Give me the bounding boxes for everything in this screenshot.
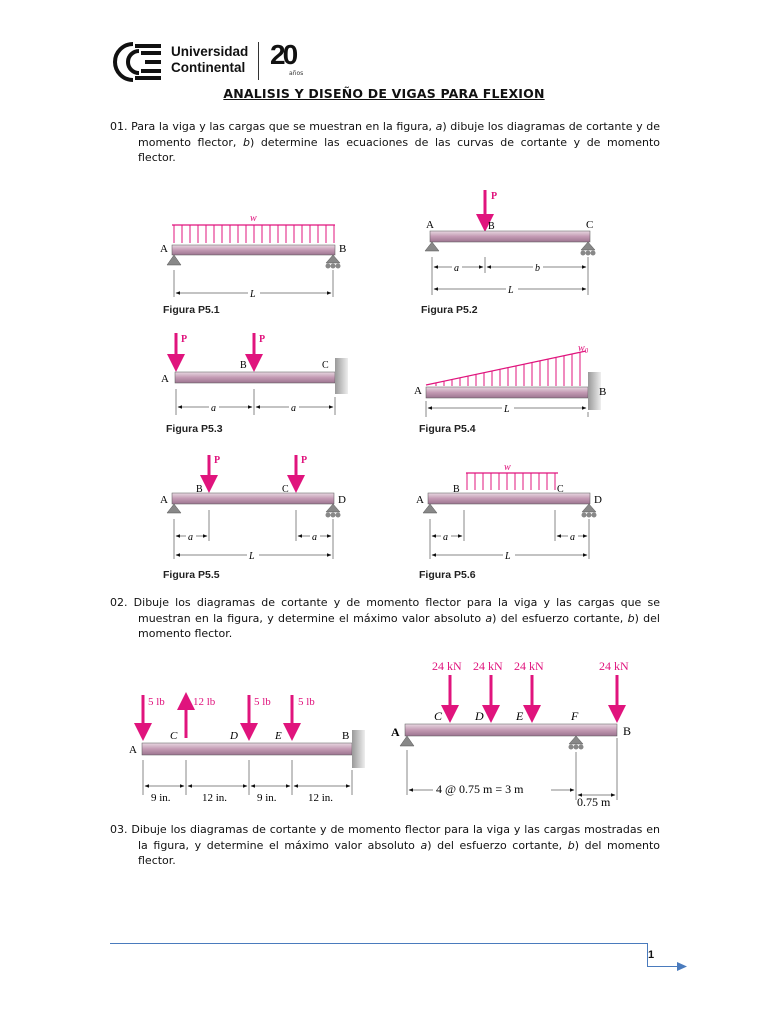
load-label: w <box>250 213 257 224</box>
dim-label-l: L <box>505 551 511 562</box>
university-logo-icon <box>105 42 161 82</box>
load-subscript: 0 <box>584 347 589 355</box>
point-label-a: A <box>160 494 168 506</box>
problem-text: ) del esfuerzo cortante, <box>427 838 568 852</box>
figure-p5-2 <box>425 190 596 296</box>
caption-p5-2: Figura P5.2 <box>421 304 478 316</box>
dim-label-a: a <box>211 403 216 414</box>
caption-p5-3: Figura P5.3 <box>166 423 223 435</box>
page-number: 1 <box>648 949 655 961</box>
problem-text: Dibuje los diagramas de cortante y de momento flector para la viga y las cargas mostradas en la figura, y determine el máximo valor absoluto <box>127 823 660 852</box>
part-b: b <box>627 611 635 625</box>
load-label: 12 lb <box>193 696 216 708</box>
logo-line-1: Universidad <box>171 44 249 59</box>
point-label-b: B <box>196 484 203 495</box>
load-label: P <box>301 455 308 466</box>
figure-p5-3 <box>161 333 348 415</box>
point-label-b: B <box>488 221 495 232</box>
point-label-b: B <box>240 360 247 371</box>
problem-01 <box>110 119 660 166</box>
figures-problem-02 <box>120 650 650 810</box>
load-label: P <box>181 334 188 345</box>
problem-text: ) del momento flector. <box>138 838 660 867</box>
load-label: 24 kN <box>599 659 629 673</box>
load-label: P <box>259 334 266 345</box>
dim-label: 12 in. <box>308 792 334 804</box>
problem-text: ) del momento flector. <box>138 611 660 640</box>
dim-label: 9 in. <box>257 792 277 804</box>
dim-label-a: a <box>454 263 459 274</box>
dim-label-l: L <box>508 285 514 296</box>
load-label: 24 kN <box>432 659 462 673</box>
part-a: a <box>420 838 428 852</box>
problem-text: Dibuje los diagramas de cortante y de momento flector para la viga y las cargas que se muestran en la figura, y determine el máximo valor absoluto <box>127 596 660 625</box>
point-label-a: A <box>160 243 168 255</box>
part-b: b <box>567 838 575 852</box>
point-label-a: A <box>426 219 434 231</box>
point-label-c: C <box>586 219 594 231</box>
load-label: 5 lb <box>298 696 315 708</box>
point-label-c: C <box>170 730 178 742</box>
point-label-a: A <box>416 494 424 506</box>
dim-label-a: a <box>188 532 193 543</box>
dim-label-end: 0.75 m <box>577 795 611 809</box>
point-label-e: E <box>516 709 524 723</box>
caption-p5-1: Figura P5.1 <box>163 304 220 316</box>
load-label: P <box>214 455 221 466</box>
figure-q2-right <box>391 659 631 809</box>
load-label: 24 kN <box>514 659 544 673</box>
dim-label-a: a <box>291 403 296 414</box>
problem-number: 02. <box>110 596 128 609</box>
logo-line-2: Continental <box>171 60 246 75</box>
point-label-a: A <box>414 385 422 397</box>
caption-p5-6: Figura P5.6 <box>419 569 476 581</box>
point-label-d: D <box>475 709 484 723</box>
dim-label: 9 in. <box>151 792 171 804</box>
point-label-b: B <box>339 243 347 255</box>
problem-text: Para la viga y las cargas que se muestran en la figura, <box>127 120 436 133</box>
point-label-a: A <box>129 744 137 756</box>
load-label: 5 lb <box>148 696 165 708</box>
point-label-b: B <box>599 386 607 398</box>
load-label: w <box>504 462 511 473</box>
figure-p5-4 <box>414 343 606 417</box>
point-label-c: C <box>434 709 443 723</box>
figures-problem-01 <box>150 185 620 590</box>
footer-arrow-icon <box>677 962 687 971</box>
point-label-f: F <box>571 709 579 723</box>
point-label-b: B <box>623 724 632 738</box>
load-label: 5 lb <box>254 696 271 708</box>
point-label-a: A <box>161 373 169 385</box>
dim-label-a: a <box>443 532 448 543</box>
footer-rule <box>110 943 647 944</box>
figure-p5-1 <box>160 213 346 300</box>
dim-label-l: L <box>249 551 255 562</box>
load-label: P <box>491 191 498 202</box>
point-label-d: D <box>338 494 346 506</box>
anniversary-sub: años <box>289 70 304 77</box>
problem-number: 01. <box>110 120 128 133</box>
point-label-a: A <box>391 725 400 739</box>
footer-rule-tail <box>647 966 680 967</box>
problem-02 <box>110 595 660 642</box>
point-label-b: B <box>453 484 460 495</box>
problem-text: ) dibuje los diagramas de cortante y de momento flector, <box>138 120 660 149</box>
figure-p5-5 <box>160 455 346 562</box>
point-label-d: D <box>594 494 602 506</box>
dim-label-l: L <box>250 289 256 300</box>
load-label: 24 kN <box>473 659 503 673</box>
dim-label-a: a <box>570 532 575 543</box>
dim-label-l: L <box>504 404 510 415</box>
point-label-e: E <box>275 730 282 742</box>
problem-text: ) determine las ecuaciones de las curvas de cortante y de momento flector. <box>138 135 660 164</box>
document-title: ANALISIS Y DISEÑO DE VIGAS PARA FLEXION <box>223 86 545 101</box>
dim-label-a: a <box>312 532 317 543</box>
problem-03 <box>110 822 660 869</box>
dim-label: 12 in. <box>202 792 228 804</box>
point-label-c: C <box>557 484 564 495</box>
point-label-c: C <box>322 360 329 371</box>
point-label-d: D <box>230 730 238 742</box>
point-label-b: B <box>342 730 350 742</box>
svg-text:w0 <box>578 343 589 355</box>
dim-label-main: 4 @ 0.75 m = 3 m <box>436 782 524 796</box>
problem-number: 03. <box>110 823 128 836</box>
figure-q2-left <box>129 695 365 804</box>
load-label: w <box>578 343 585 354</box>
part-a: a <box>485 611 493 625</box>
caption-p5-4: Figura P5.4 <box>419 423 476 435</box>
caption-p5-5: Figura P5.5 <box>163 569 220 581</box>
point-label-c: C <box>282 484 289 495</box>
problem-text: ) del esfuerzo cortante, <box>492 611 628 625</box>
dim-label-b: b <box>535 263 540 274</box>
anniversary-number: 20 <box>270 39 296 70</box>
part-a: a <box>435 120 443 133</box>
part-b: b <box>242 135 250 149</box>
university-name <box>171 44 248 76</box>
logo-divider <box>258 42 259 80</box>
figure-p5-6 <box>416 462 602 562</box>
